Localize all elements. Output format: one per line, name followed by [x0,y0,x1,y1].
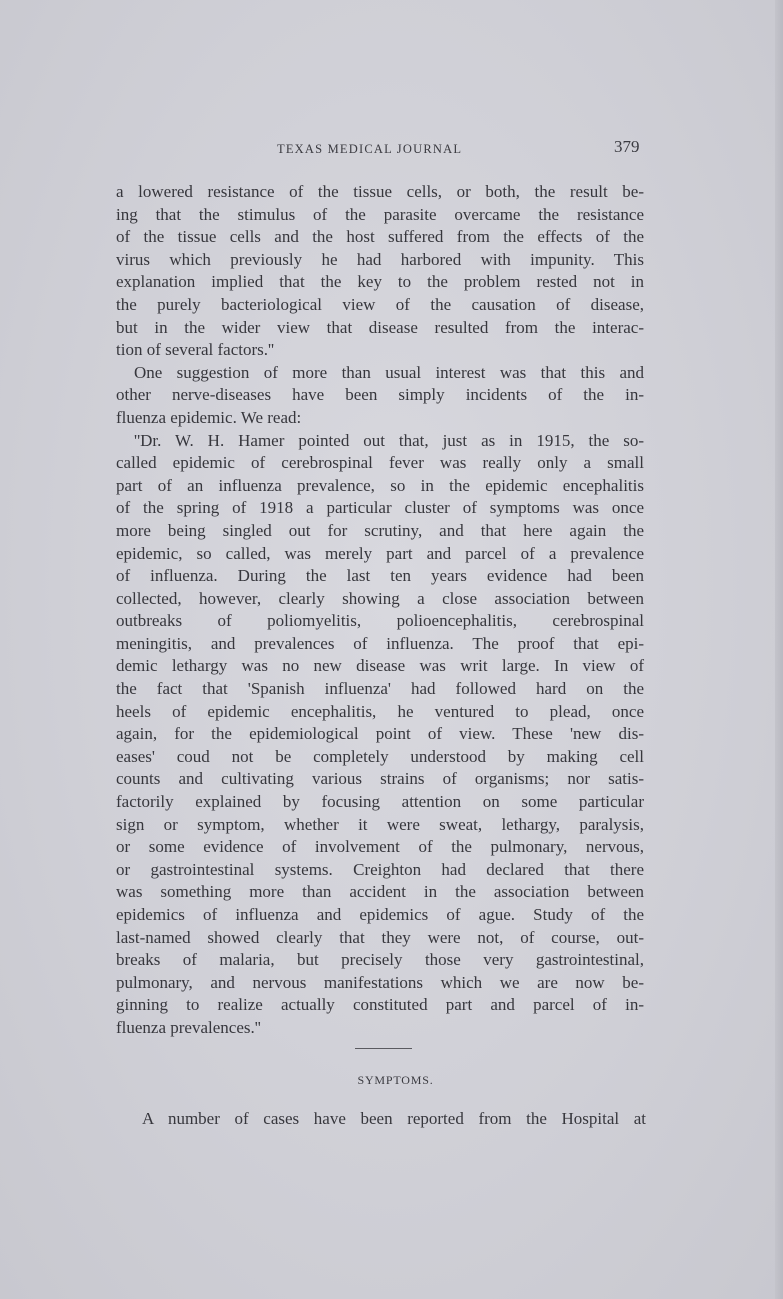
body-line: pulmonary, and nervous manifestations which we are now be- [116,972,644,992]
body-line: sign or symptom, whether it were sweat, lethargy, paralysis, [116,814,644,834]
body-line: of the tissue cells and the host suffered from the effects of the [116,227,644,247]
body-line: explanation implied that the key to the problem rested not in [116,272,644,292]
body-line: part of an influenza prevalence, so in the epidemic encephalitis [116,475,644,495]
body-line: but in the wider view that disease resulted from the interac- [116,317,644,337]
body-line: breaks of malaria, but precisely those very gastrointestinal, [116,950,644,970]
body-line: or gastrointestinal systems. Creighton had declared that there [116,859,644,879]
body-line: collected, however, clearly showing a close association between [116,588,644,608]
body-line: demic lethargy was no new disease was writ large. In view of [116,656,644,676]
section-heading [0,1073,783,1088]
body-line: outbreaks of poliomyelitis, polioencephalitis, cerebrospinal [116,611,644,631]
body-line: eases' coud not be completely understood by making cell [116,746,644,766]
section-divider [355,1048,412,1049]
body-line: again, for the epidemiological point of view. These 'new dis- [116,724,644,744]
body-line: the purely bacteriological view of the causation of disease, [116,294,644,314]
body-line: more being singled out for scrutiny, and that here again the [116,520,644,540]
body-line: tion of several factors.'' [116,340,275,360]
body-line: called epidemic of cerebrospinal fever was really only a small [116,453,644,473]
body-line: counts and cultivating various strains of organisms; nor satis- [116,769,644,789]
body-line: was something more than accident in the association between [116,882,644,902]
journal-title: TEXAS MEDICAL JOURNAL [277,142,463,156]
body-line: One suggestion of more than usual interest was that this and [134,362,644,382]
body-line: of the spring of 1918 a particular cluster of symptoms was once [116,498,644,518]
section-heading-text: SYMPTOMS. [357,1073,434,1087]
running-header [0,137,783,163]
body-paragraphs [116,181,644,1040]
body-line: or some evidence of involvement of the pulmonary, nervous, [116,837,644,857]
body-line: ginning to realize actually constituted part and parcel of in- [116,995,644,1015]
body-line: fluenza prevalences.'' [116,1017,261,1037]
body-line: factorily explained by focusing attention on some particular [116,792,644,812]
body-line: ''Dr. W. H. Hamer pointed out that, just as in 1915, the so- [134,430,644,450]
body-line: epidemic, so called, was merely part and parcel of a prevalence [116,543,644,563]
body-line: the fact that 'Spanish influenza' had followed hard on the [116,679,644,699]
body-line: virus which previously he had harbored with impunity. This [116,249,644,269]
page-number: 379 [614,137,640,156]
body-line: of influenza. During the last ten years evidence had been [116,566,644,586]
body-line: a lowered resistance of the tissue cells, or both, the result be- [116,182,644,201]
body-line: other nerve-diseases have been simply incidents of the in- [116,385,644,405]
page-edge [775,0,783,1299]
body-line: meningitis, and prevalences of influenza. The proof that epi- [116,633,644,653]
body-line: heels of epidemic encephalitis, he ventured to plead, once [116,701,644,721]
section-first-line: A number of cases have been reported from the Hospital at [142,1109,646,1128]
body-line: last-named showed clearly that they were not, of course, out- [116,927,644,947]
body-line: ing that the stimulus of the parasite overcame the resistance [116,204,644,224]
body-line: fluenza epidemic. We read: [116,407,302,427]
body-line: epidemics of influenza and epidemics of ague. Study of the [116,905,644,924]
